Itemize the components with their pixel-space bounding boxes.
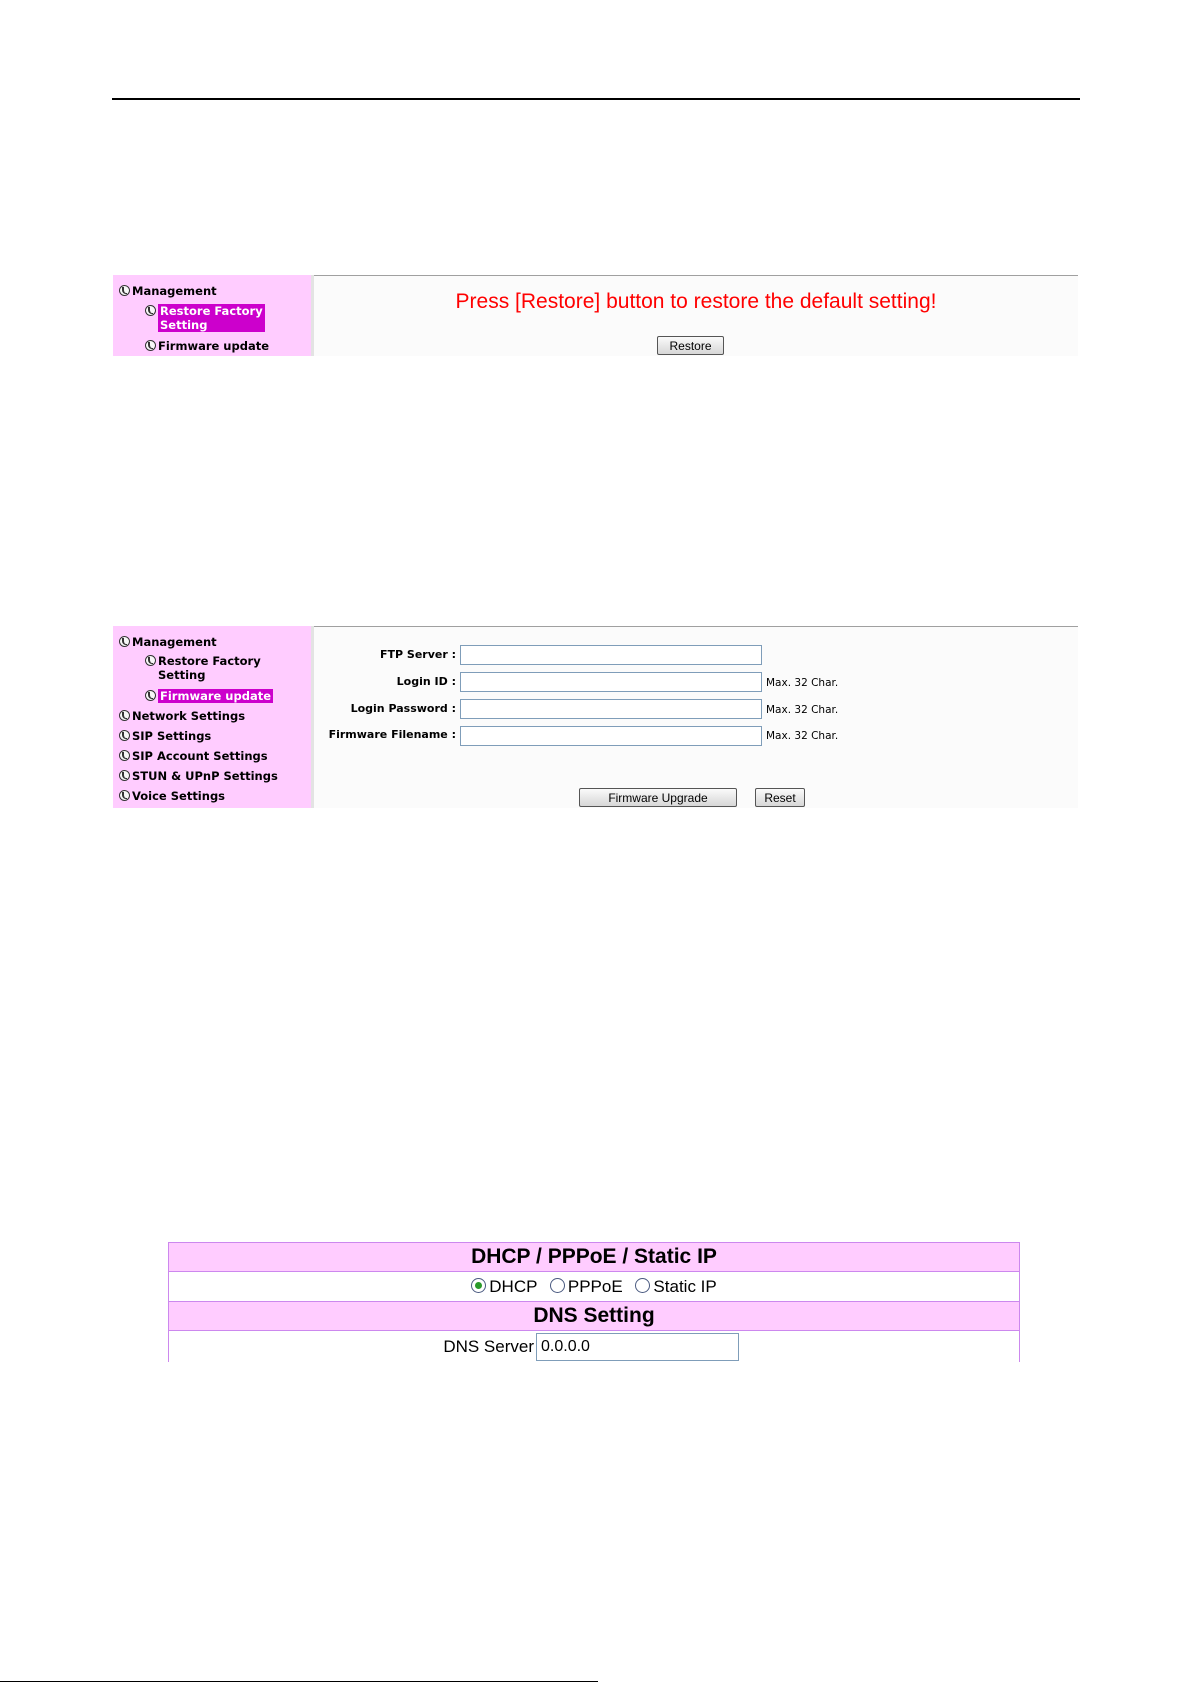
login-id-label: Login ID : — [396, 675, 456, 688]
sidebar-item-label: SIP Account Settings — [132, 749, 268, 763]
firmware-content — [314, 626, 1078, 808]
phone-icon — [145, 655, 156, 666]
radio-label: PPPoE — [567, 1277, 623, 1296]
phone-icon — [119, 710, 130, 721]
sidebar-item-label: Restore Factory — [158, 654, 261, 668]
firmware-filename-label: Firmware Filename : — [328, 728, 456, 741]
sidebar-item-label: Firmware update — [158, 339, 270, 353]
dns-server-label: DNS Server — [443, 1337, 534, 1356]
reset-button[interactable]: Reset — [755, 788, 805, 807]
radio-option-pppoe[interactable] — [550, 1277, 623, 1296]
page-footer-rule — [0, 1681, 598, 1682]
phone-icon — [119, 285, 130, 296]
dns-server-input[interactable] — [536, 1333, 739, 1361]
phone-icon — [119, 790, 130, 801]
phone-icon — [145, 305, 156, 316]
network-settings-table — [168, 1242, 1020, 1362]
sidebar-item-label-line2: Setting — [160, 318, 208, 332]
dns-section-header: DNS Setting — [169, 1301, 1019, 1330]
firmware-filename-hint: Max. 32 Char. — [766, 730, 839, 742]
radio-button[interactable] — [471, 1278, 486, 1293]
sidebar-item-management[interactable] — [119, 284, 217, 298]
phone-icon — [119, 750, 130, 761]
dns-server-row — [169, 1330, 1019, 1362]
ftp-server-input[interactable] — [460, 645, 762, 665]
sidebar-item-label: Management — [132, 635, 217, 649]
login-password-input[interactable] — [460, 699, 762, 719]
sidebar-item-restore-factory-setting[interactable] — [145, 304, 265, 332]
firmware-sidebar — [113, 626, 314, 808]
phone-icon — [145, 340, 156, 351]
sidebar-item-firmware-update[interactable] — [145, 689, 273, 703]
sidebar-item-label-line2: Setting — [158, 668, 206, 682]
sidebar-item-stun-upnp-settings[interactable] — [119, 769, 278, 783]
phone-icon — [119, 636, 130, 647]
sidebar-item-label: Management — [132, 284, 217, 298]
sidebar-item-label: SIP Settings — [132, 729, 212, 743]
restore-button[interactable]: Restore — [657, 336, 724, 355]
sidebar-item-label: Firmware update — [160, 689, 272, 703]
sidebar-item-label: Network Settings — [132, 709, 246, 723]
login-password-label: Login Password : — [350, 702, 456, 715]
radio-option-static-ip[interactable] — [635, 1277, 716, 1296]
firmware-update-screenshot — [113, 626, 1078, 808]
phone-icon — [119, 730, 130, 741]
sidebar-item-management[interactable] — [119, 635, 217, 649]
mode-selection-row — [169, 1271, 1019, 1301]
login-password-hint: Max. 32 Char. — [766, 704, 839, 716]
page-header-rule — [112, 98, 1080, 100]
restore-instruction-text: Press [Restore] button to restore the default setting! — [455, 290, 937, 313]
sidebar-item-label: Restore Factory — [160, 304, 263, 318]
sidebar-item-label: Voice Settings — [132, 789, 226, 803]
firmware-filename-input[interactable] — [460, 726, 762, 746]
restore-content — [314, 275, 1078, 356]
phone-icon — [145, 690, 156, 701]
restore-factory-screenshot — [113, 275, 1078, 356]
radio-label: Static IP — [653, 1277, 717, 1296]
login-id-hint: Max. 32 Char. — [766, 677, 839, 689]
radio-option-dhcp[interactable] — [471, 1277, 537, 1296]
ftp-server-label: FTP Server : — [379, 648, 456, 661]
radio-button[interactable] — [635, 1278, 650, 1293]
sidebar-item-sip-account-settings[interactable] — [119, 749, 268, 763]
firmware-upgrade-button[interactable]: Firmware Upgrade — [579, 788, 737, 807]
sidebar-item-voice-settings[interactable] — [119, 789, 225, 803]
sidebar-item-sip-settings[interactable] — [119, 729, 211, 743]
sidebar-item-restore-factory-setting[interactable] — [145, 654, 261, 682]
sidebar-item-firmware-update[interactable] — [145, 339, 269, 353]
restore-sidebar — [113, 275, 314, 356]
radio-button[interactable] — [550, 1278, 565, 1293]
sidebar-item-network-settings[interactable] — [119, 709, 245, 723]
sidebar-item-label: STUN & UPnP Settings — [132, 769, 278, 783]
mode-section-header: DHCP / PPPoE / Static IP — [169, 1243, 1019, 1271]
login-id-input[interactable] — [460, 672, 762, 692]
phone-icon — [119, 770, 130, 781]
radio-label: DHCP — [489, 1277, 538, 1296]
